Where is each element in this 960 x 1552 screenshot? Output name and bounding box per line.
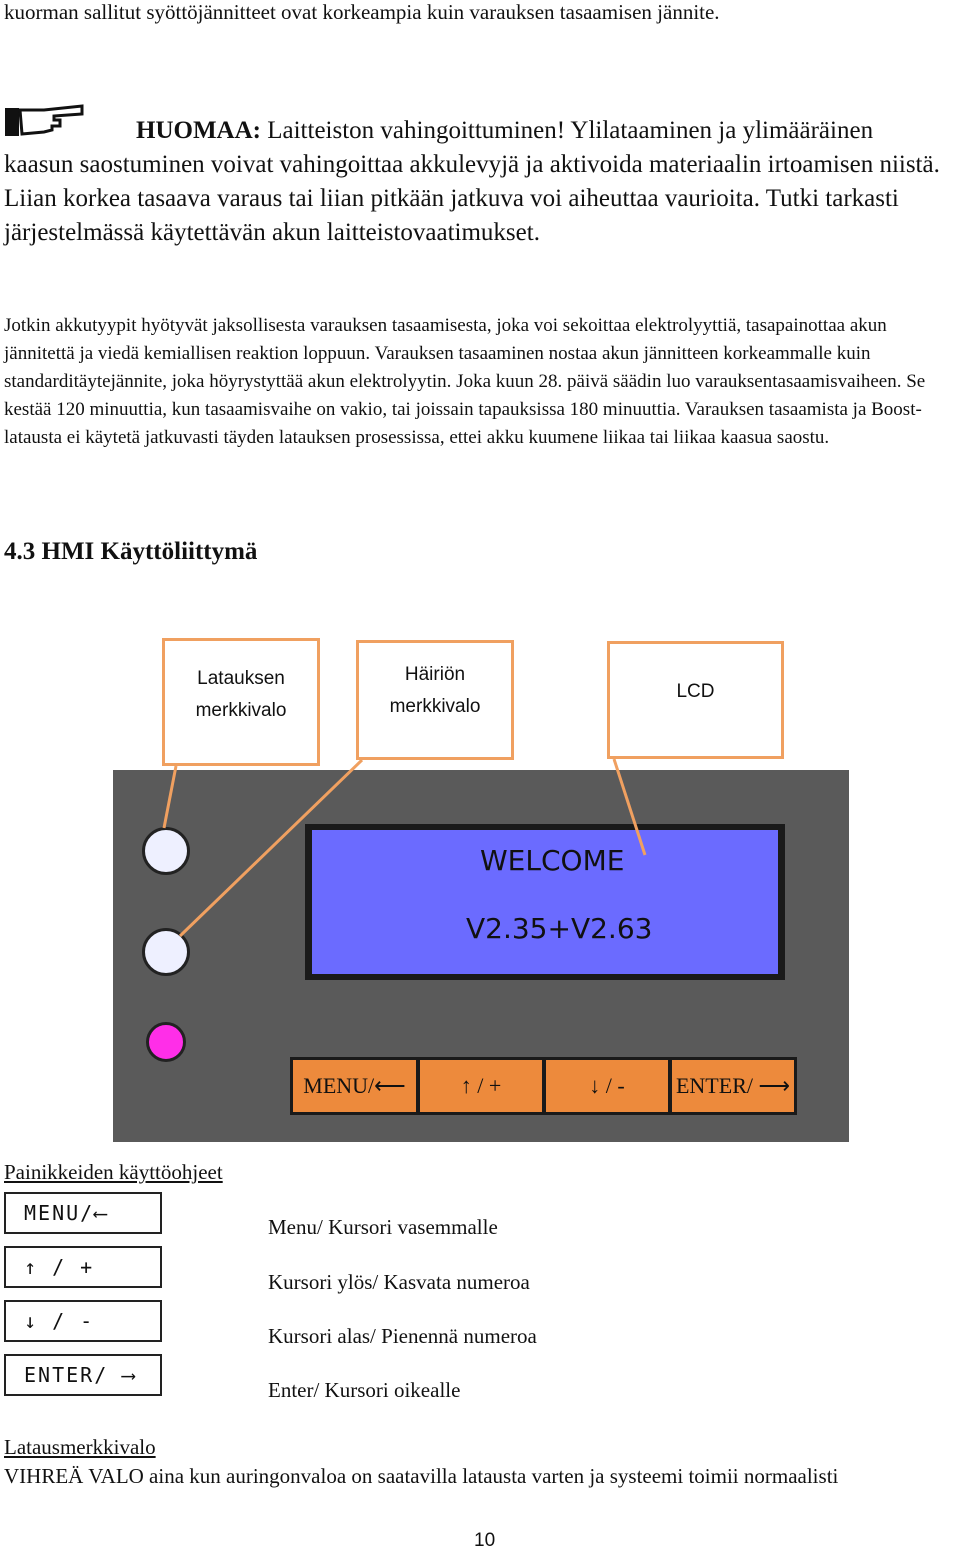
lcd-line-2: V2.35+V2.63 <box>466 912 653 945</box>
callout-fault-led-line1: Häiriön <box>404 664 466 685</box>
down-key-desc: Kursori alas/ Pienennä numeroa <box>268 1324 537 1348</box>
section-heading: 4.3 HMI Käyttöliittymä <box>4 538 258 565</box>
enter-key-desc: Enter/ Kursori oikealle <box>268 1378 461 1402</box>
up-button[interactable]: ↑ / + <box>420 1060 542 1112</box>
callout-charge-led-line1: Latauksen <box>197 668 285 689</box>
menu-key-box: MENU/⟵ <box>4 1192 162 1234</box>
callout-charge-led-line2: merkkivalo <box>195 700 287 721</box>
up-key-desc: Kursori ylös/ Kasvata numeroa <box>268 1270 530 1294</box>
charge-led-text: VIHREÄ VALO aina kun auringonvaloa on saatavilla latausta varten ja systeemi toimii normaalisti <box>4 1464 839 1488</box>
lcd-line-1: WELCOME <box>480 844 625 877</box>
menu-key-desc: Menu/ Kursori vasemmalle <box>268 1215 498 1239</box>
down-button[interactable]: ↓ / - <box>546 1060 668 1112</box>
page-number: 10 <box>474 1530 496 1551</box>
warning-label: HUOMAA: <box>136 117 261 144</box>
callout-fault-led-line2: merkkivalo <box>389 696 481 717</box>
intro-text: kuorman sallitut syöttöjännitteet ovat korkeampia kuin varauksen tasaamisen jännite. <box>4 0 720 24</box>
equalization-paragraph: Jotkin akkutyypit hyötyvät jaksollisesta varauksen tasaamisesta, joka voi sekoittaa elektrolyyttiä, tasapainottaa akun jännitettä ja viedä kemiallisen reaktion loppuun. Varauksen tasaaminen nostaa akun jännitteen korkeammalle kuin standarditäytejännite, joka höyrystyttää akun elektrolyytin. Joka kuun 28. päivä säädin luo varauksentasaamisvaiheen. Se kestää 120 minuuttia, kun tasaamisvaihe on vakio, tai joissain tapauksissa 180 minuuttia. Varauksen tasaamista ja Boost-latausta ei käytetä jatkuvasti täyden latauksen prosessissa, ettei akku kuumene liikaa tai liikaa kaasua saostu. <box>4 315 926 448</box>
enter-key-box: ENTER/ ⟶ <box>4 1354 162 1396</box>
callout-lcd-label: LCD <box>676 681 715 702</box>
enter-button[interactable]: ENTER/ ⟶ <box>672 1060 794 1112</box>
menu-button[interactable]: MENU/⟵ <box>293 1060 416 1112</box>
down-key-box: ↓ / - <box>4 1300 162 1342</box>
button-help-title: Painikkeiden käyttöohjeet <box>4 1160 223 1184</box>
warning-text: Laitteiston vahingoittuminen! Ylilataaminen ja ylimääräinen kaasun saostuminen voivat vahingoittaa akkulevyjä ja aktivoida materiaalin irtoamisen niistä. Liian korkea tasaava varaus tai liian pitkään jatkuva voi aiheuttaa vaurioita. Tutki tarkasti järjestelmässä käytettävän akun laitteistovaatimukset. <box>4 117 940 246</box>
charge-led-title: Latausmerkkivalo <box>4 1435 156 1459</box>
up-key-box: ↑ / + <box>4 1246 162 1288</box>
